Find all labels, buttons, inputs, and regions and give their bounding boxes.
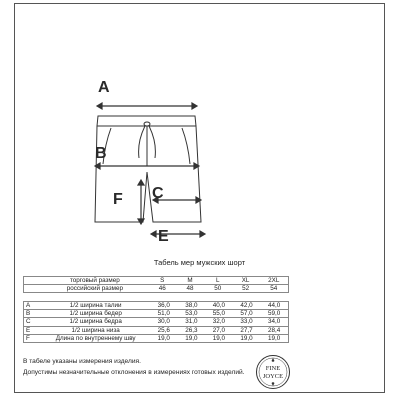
right-pocket (182, 128, 190, 164)
table-cell: 52 (232, 285, 260, 293)
table-cell: 1/2 ширина талии (41, 302, 150, 310)
table-cell: 55,0 (205, 310, 233, 318)
table-cell: 53,0 (178, 310, 206, 318)
table-row (24, 326, 289, 334)
table-cell: 26,3 (178, 326, 206, 334)
table-cell: 28,4 (260, 326, 288, 334)
table-row (24, 285, 289, 293)
table-cell: 50 (204, 285, 232, 293)
table-row (24, 302, 289, 310)
table-cell: 44,0 (260, 302, 288, 310)
table-cell: 31,0 (178, 318, 206, 326)
table-cell: 19,0 (260, 334, 288, 342)
size-header-table (23, 276, 289, 293)
table-cell: 19,0 (178, 334, 206, 342)
table-cell (24, 277, 42, 285)
label-c: C (152, 185, 164, 202)
table-row (24, 318, 289, 326)
size-chart-sheet (14, 3, 385, 393)
table-cell: 42,0 (233, 302, 261, 310)
table-cell: 59,0 (260, 310, 288, 318)
table-cell (24, 285, 42, 293)
table-cell: 33,0 (233, 318, 261, 326)
table-cell: B (24, 310, 42, 318)
logo-line1: FINE (265, 365, 281, 372)
shorts-outline (95, 126, 201, 222)
table-cell: M (176, 277, 204, 285)
table-cell: 34,0 (260, 318, 288, 326)
table-cell: 19,0 (233, 334, 261, 342)
table-cell: A (24, 302, 42, 310)
label-f: F (113, 191, 123, 208)
fine-joyce-logo-icon (255, 354, 291, 390)
table-cell: 48 (176, 285, 204, 293)
table-cell: 57,0 (233, 310, 261, 318)
note-measurements: В табеле указаны измерения изделия. (23, 358, 141, 365)
waistband (97, 116, 196, 126)
table-cell: S (148, 277, 176, 285)
table-row (24, 334, 289, 342)
table-cell: 27,7 (233, 326, 261, 334)
table-cell: 1/2 ширина бедер (41, 310, 150, 318)
table-cell: 19,0 (205, 334, 233, 342)
table-row (24, 310, 289, 318)
table-cell: 51,0 (150, 310, 178, 318)
table-cell: 30,0 (150, 318, 178, 326)
table-cell: F (24, 334, 42, 342)
label-a: A (98, 79, 110, 96)
shorts-diagram (75, 72, 235, 252)
table-cell: 1/2 ширина низа (41, 326, 150, 334)
table-cell: 25,6 (150, 326, 178, 334)
measurements-table (23, 301, 289, 343)
note-tolerance: Допустимы незначительные отклонения в измерениях готовых изделий. (23, 369, 245, 376)
table-cell: 36,0 (150, 302, 178, 310)
table-caption: Табель мер мужских шорт (153, 258, 246, 267)
table-cell: торговый размер (41, 277, 148, 285)
table-cell: 19,0 (150, 334, 178, 342)
table-cell: 2XL (260, 277, 289, 285)
table-cell: 38,0 (178, 302, 206, 310)
table-row (24, 277, 289, 285)
logo-line2: JOYCE (262, 373, 284, 380)
table-cell: российский размер (41, 285, 148, 293)
table-cell: 40,0 (205, 302, 233, 310)
label-e: E (158, 228, 169, 245)
table-cell: 46 (148, 285, 176, 293)
table-cell: 27,0 (205, 326, 233, 334)
table-cell: 32,0 (205, 318, 233, 326)
label-b: B (95, 145, 107, 162)
table-cell: 1/2 ширина бедра (41, 318, 150, 326)
table-cell: L (204, 277, 232, 285)
table-cell: 54 (260, 285, 289, 293)
table-cell: XL (232, 277, 260, 285)
table-cell: E (24, 326, 42, 334)
table-cell: C (24, 318, 42, 326)
table-cell: Длина по внутреннему шву (41, 334, 150, 342)
